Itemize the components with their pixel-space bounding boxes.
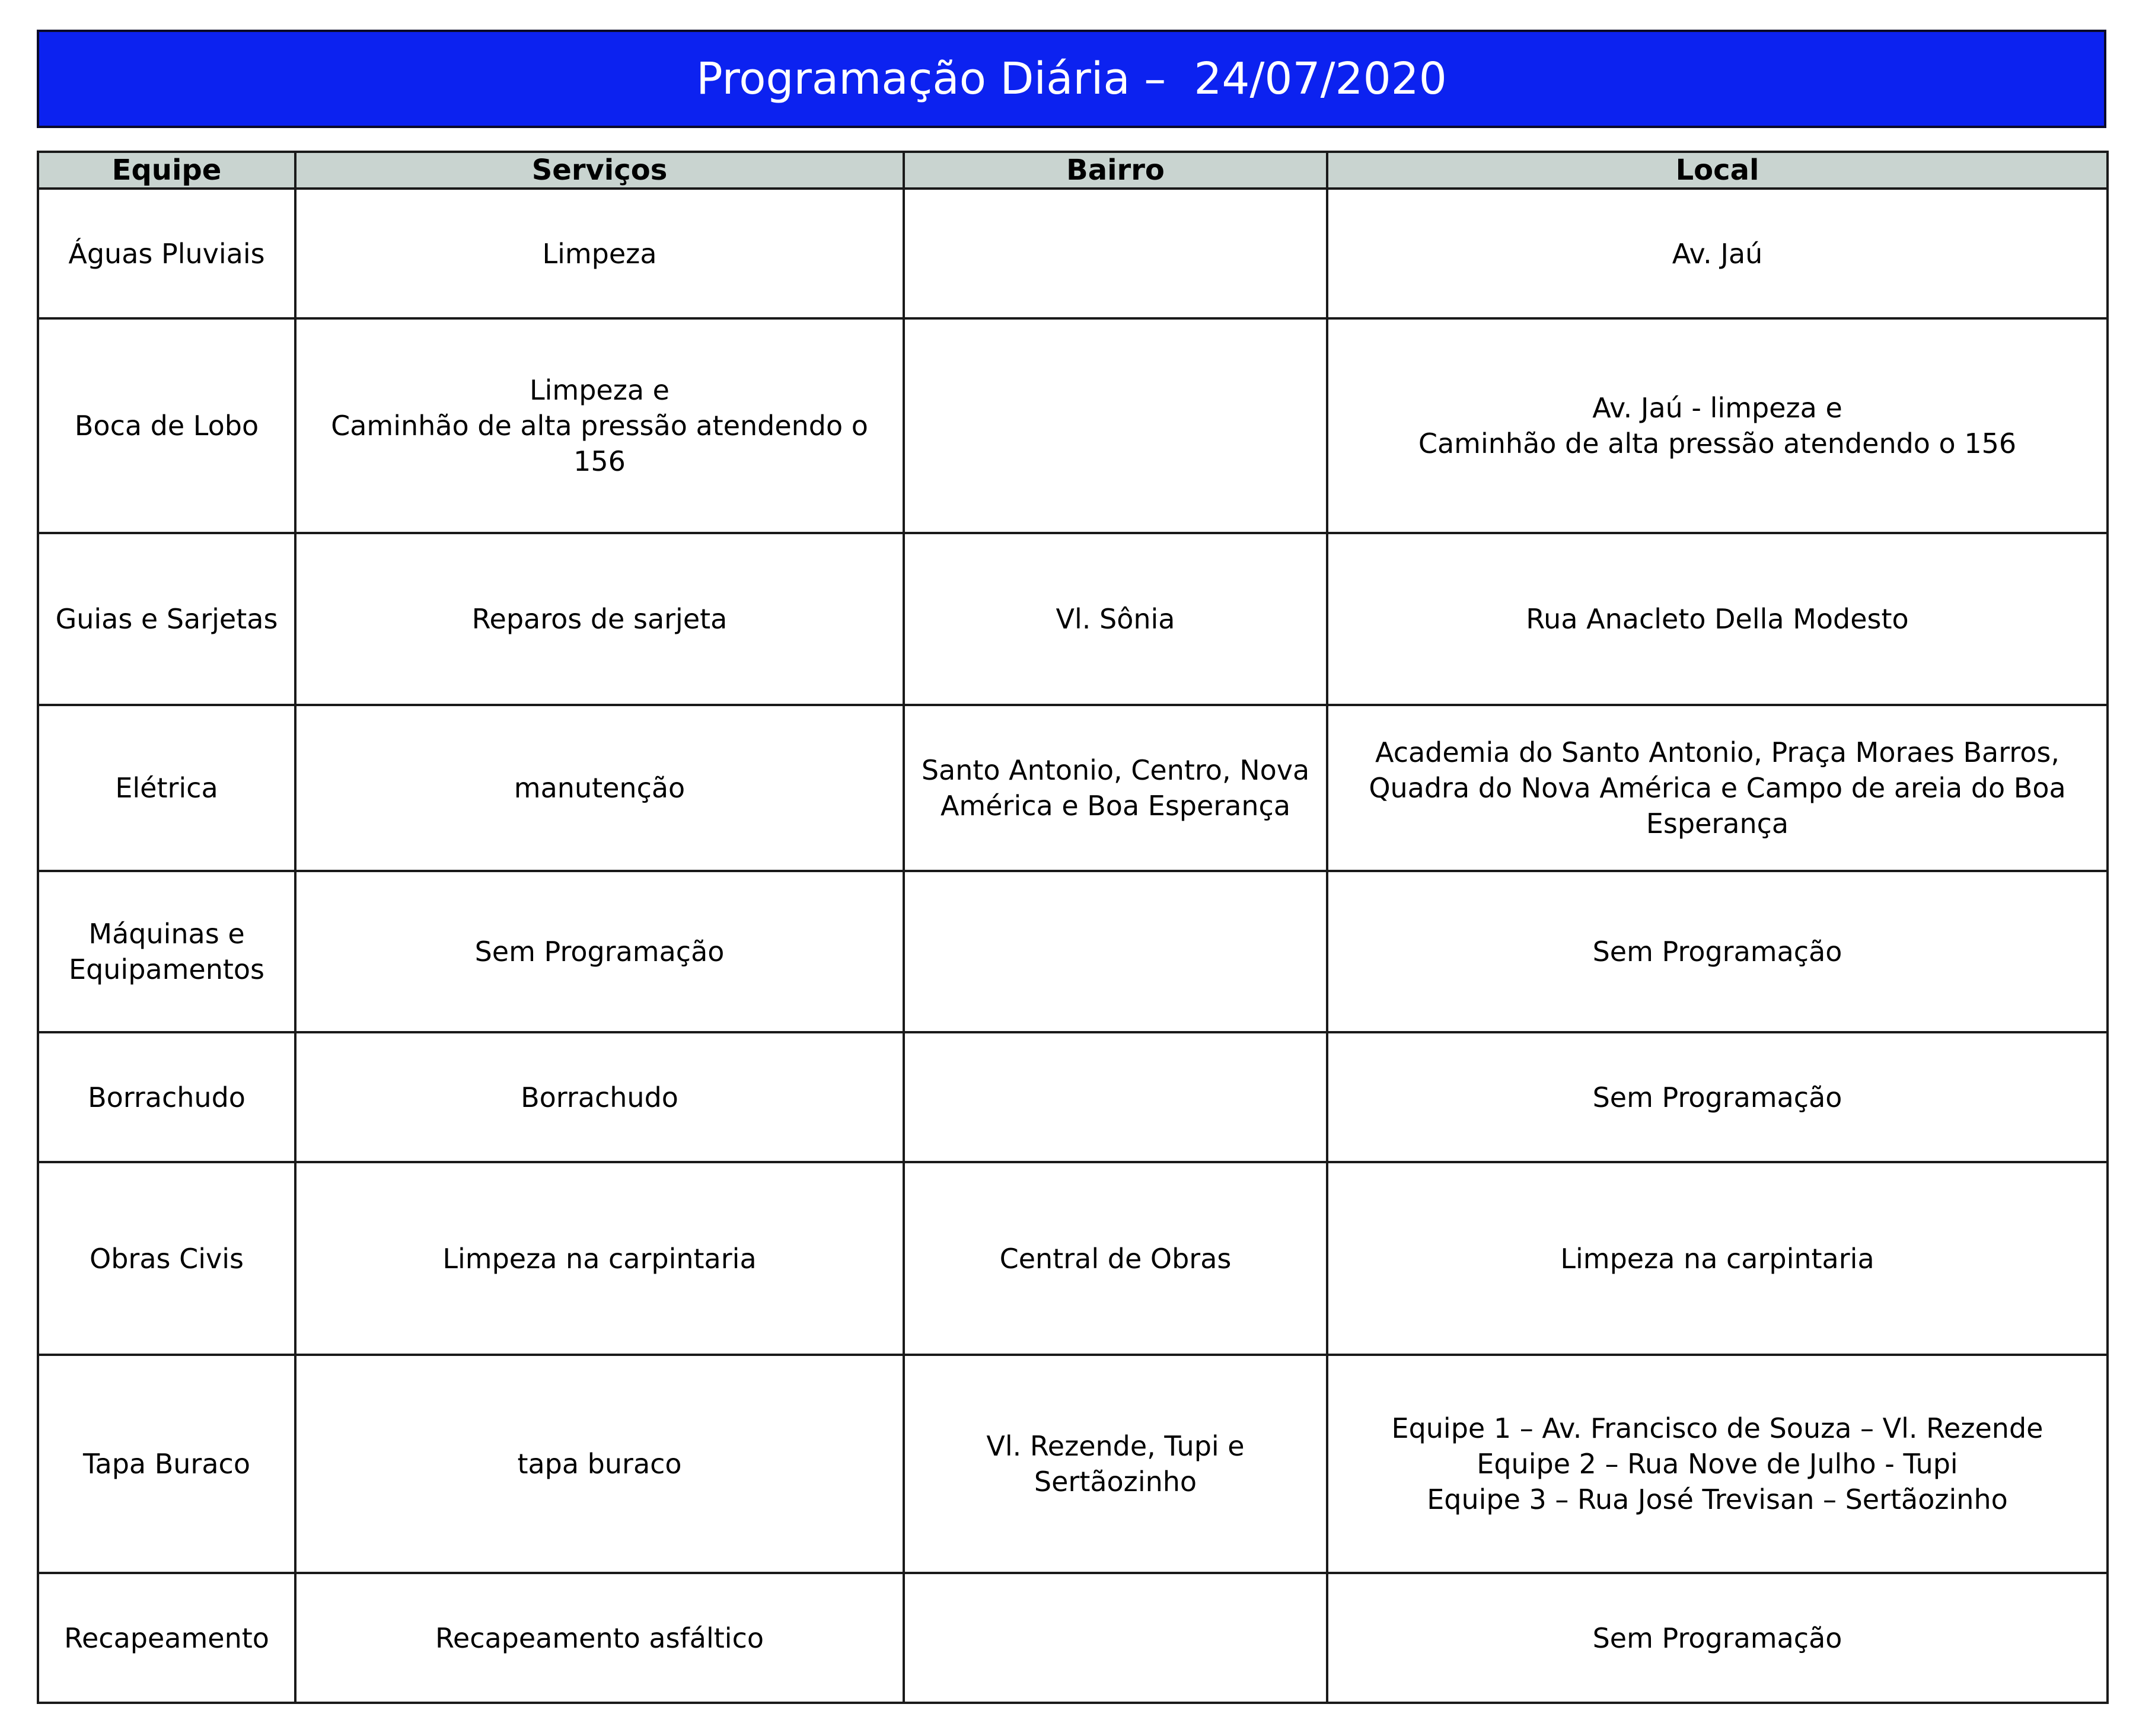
cell-bairro: [904, 1032, 1327, 1162]
cell-bairro: Vl. Rezende, Tupi e Sertãozinho: [904, 1355, 1327, 1573]
table-row: [38, 1573, 2108, 1703]
cell-equipe: Borrachudo: [38, 1032, 295, 1162]
cell-local: Av. Jaú - limpeza e Caminhão de alta pressão atendendo o 156: [1327, 318, 2108, 533]
cell-equipe: Recapeamento: [38, 1573, 295, 1703]
cell-local: Av. Jaú: [1327, 189, 2108, 318]
cell-equipe: Guias e Sarjetas: [38, 533, 295, 705]
table-row: [38, 705, 2108, 871]
cell-servicos: Sem Programação: [295, 871, 904, 1032]
column-header-local: Local: [1327, 152, 2108, 189]
cell-bairro: [904, 189, 1327, 318]
table-row: [38, 318, 2108, 533]
table-header-row: [38, 152, 2108, 189]
table-row: [38, 1162, 2108, 1355]
cell-local: Equipe 1 – Av. Francisco de Souza – Vl. Rezende Equipe 2 – Rua Nove de Julho - Tupi Equipe 3 – Rua José Trevisan – Sertãozinho: [1327, 1355, 2108, 1573]
cell-local: Limpeza na carpintaria: [1327, 1162, 2108, 1355]
cell-equipe: Águas Pluviais: [38, 189, 295, 318]
cell-servicos: Reparos de sarjeta: [295, 533, 904, 705]
page-title: Programação Diária – 24/07/2020: [37, 30, 2106, 128]
table-row: [38, 1032, 2108, 1162]
column-header-bairro: Bairro: [904, 152, 1327, 189]
cell-local: Sem Programação: [1327, 871, 2108, 1032]
table-row: [38, 189, 2108, 318]
cell-local: Sem Programação: [1327, 1032, 2108, 1162]
cell-servicos: Limpeza e Caminhão de alta pressão atendendo o 156: [295, 318, 904, 533]
cell-equipe: Máquinas e Equipamentos: [38, 871, 295, 1032]
cell-equipe: Boca de Lobo: [38, 318, 295, 533]
cell-local: Sem Programação: [1327, 1573, 2108, 1703]
column-header-equipe: Equipe: [38, 152, 295, 189]
cell-servicos: manutenção: [295, 705, 904, 871]
cell-equipe: Obras Civis: [38, 1162, 295, 1355]
cell-servicos: Recapeamento asfáltico: [295, 1573, 904, 1703]
cell-bairro: [904, 871, 1327, 1032]
cell-equipe: Elétrica: [38, 705, 295, 871]
cell-equipe: Tapa Buraco: [38, 1355, 295, 1573]
cell-bairro: Vl. Sônia: [904, 533, 1327, 705]
column-header-servicos: Serviços: [295, 152, 904, 189]
cell-local: Rua Anacleto Della Modesto: [1327, 533, 2108, 705]
table-row: [38, 871, 2108, 1032]
cell-bairro: Central de Obras: [904, 1162, 1327, 1355]
table-row: [38, 533, 2108, 705]
cell-bairro: [904, 318, 1327, 533]
cell-bairro: Santo Antonio, Centro, Nova América e Boa Esperança: [904, 705, 1327, 871]
cell-local: Academia do Santo Antonio, Praça Moraes Barros, Quadra do Nova América e Campo de areia do Boa Esperança: [1327, 705, 2108, 871]
cell-servicos: Limpeza: [295, 189, 904, 318]
table-row: [38, 1355, 2108, 1573]
schedule-table: [37, 151, 2109, 1704]
cell-servicos: Limpeza na carpintaria: [295, 1162, 904, 1355]
cell-servicos: Borrachudo: [295, 1032, 904, 1162]
cell-servicos: tapa buraco: [295, 1355, 904, 1573]
cell-bairro: [904, 1573, 1327, 1703]
